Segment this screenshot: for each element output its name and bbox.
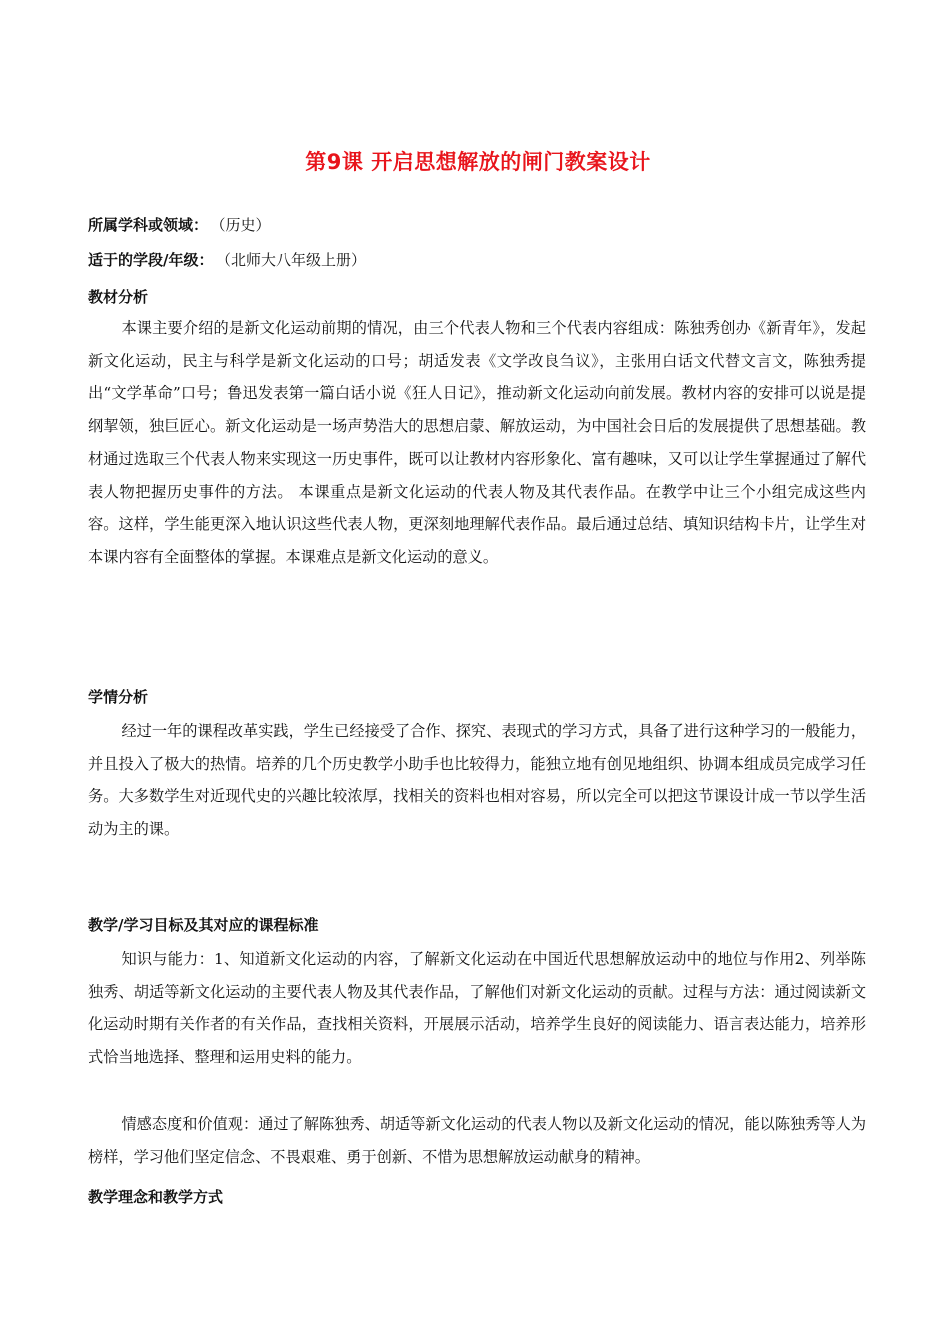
objectives-heading: 教学/学习目标及其对应的课程标准 [88, 916, 319, 934]
objectives-body-emotion: 情感态度和价值观：通过了解陈独秀、胡适等新文化运动的代表人物以及新文化运动的情况，能以陈独秀等人为榜样，学习他们坚定信念、不畏艰难、勇于创新、不惜为思想解放运动献身的精神。 [88, 1115, 866, 1166]
objectives-body-knowledge: 知识与能力：1、知道新文化运动的内容，了解新文化运动在中国近代思想解放运动中的地位与作用2、列举陈独秀、胡适等新文化运动的主要代表人物及其代表作品，了解他们对新文化运动的贡献。过程与方法：通过阅读新文化运动时期有关作者的有关作品，查找相关资料，开展展示活动，培养学生良好的阅读能力、语言表达能力，培养形式恰当地选择、整理和运用史料的能力。 [88, 950, 866, 1067]
student-analysis-heading: 学情分析 [88, 688, 149, 706]
grade-label: 适于的学段/年级： [88, 251, 214, 269]
subject-line [88, 214, 271, 235]
subject-label: 所属学科或领域： [88, 216, 209, 234]
philosophy-heading: 教学理念和教学方式 [88, 1188, 224, 1206]
subject-value: （历史） [218, 216, 271, 234]
textbook-analysis-body: 本课主要介绍的是新文化运动前期的情况，由三个代表人物和三个代表内容组成：陈独秀创办《新青年》，发起新文化运动，民主与科学是新文化运动的口号；胡适发表《文学改良刍议》，主张用白话文代替文言文，陈独秀提出“文学革命”口号；鲁迅发表第一篇白话小说《狂人日记》，推动新文化运动向前发展。教材内容的安排可以说是提纲挈领，独巨匠心。新文化运动是一场声势浩大的思想启蒙、解放运动，为中国社会日后的发展提供了思想基础。教材通过选取三个代表人物来实现这一历史事件，既可以让教材内容形象化、富有趣味，又可以让学生掌握通过了解代表人物把握历史事件的方法。 本课重点是新文化运动的代表人物及其代表作品。在教学中让三个小组完成这些内容。这样，学生能更深入地认识这些代表人物，更深刻地理解代表作品。最后通过总结、填知识结构卡片，让学生对本课内容有全面整体的掌握。本课难点是新文化运动的意义。 [88, 319, 866, 566]
grade-line [88, 249, 366, 270]
textbook-analysis-heading: 教材分析 [88, 288, 149, 306]
grade-value: （北师大八年级上册） [223, 251, 366, 269]
document-title: 第9课 开启思想解放的闸门教案设计 [305, 150, 651, 174]
student-analysis-body: 经过一年的课程改革实践，学生已经接受了合作、探究、表现式的学习方式，具备了进行这种学习的一般能力，并且投入了极大的热情。培养的几个历史教学小助手也比较得力，能独立地有创见地组织、协调本组成员完成学习任务。大多数学生对近现代史的兴趣比较浓厚，找相关的资料也相对容易，所以完全可以把这节课设计成一节以学生活动为主的课。 [88, 722, 866, 839]
